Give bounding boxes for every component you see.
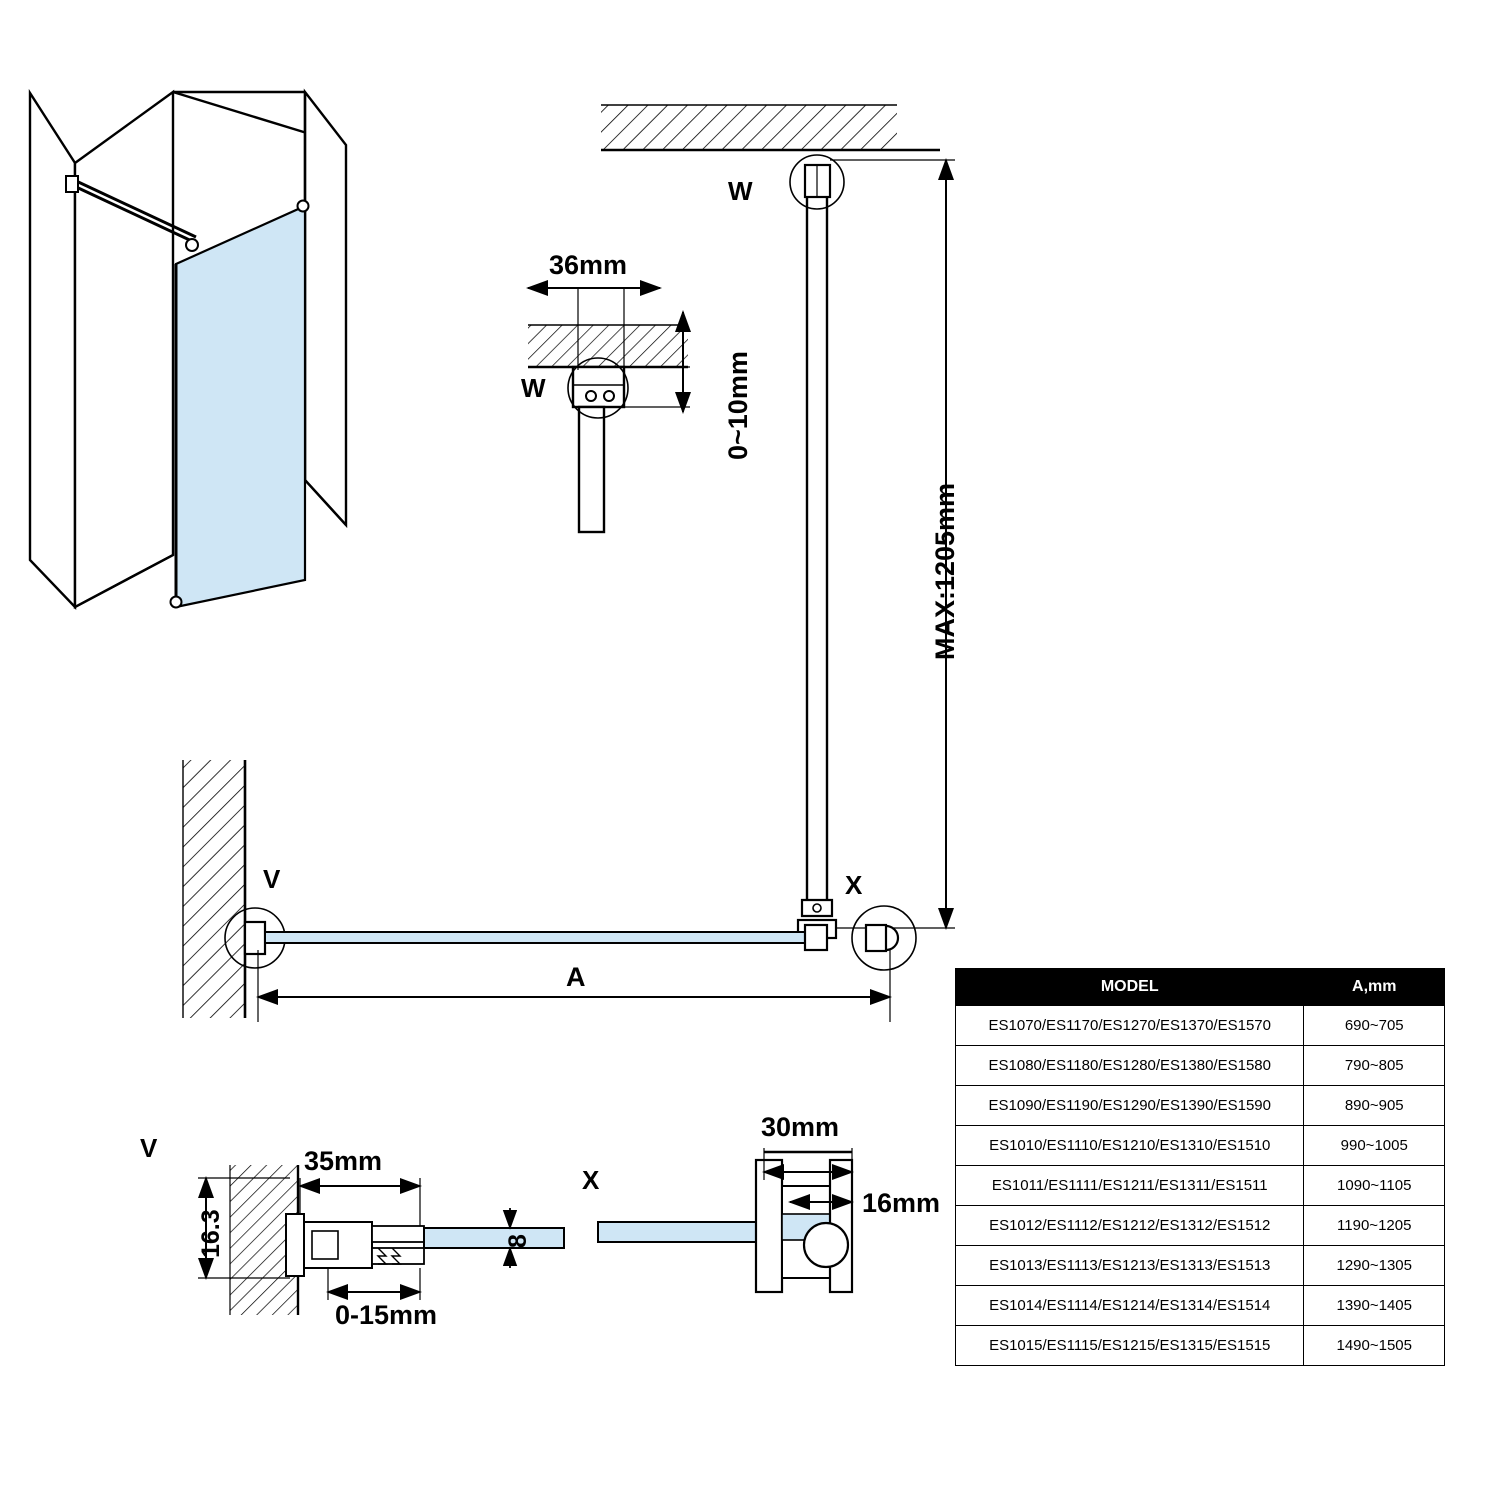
cell-a: 1490~1505 xyxy=(1304,1326,1445,1366)
table-row xyxy=(956,1206,1445,1246)
table-row xyxy=(956,1006,1445,1046)
dim-30mm: 30mm xyxy=(761,1112,840,1142)
dim-max-height: MAX:1205mm xyxy=(930,482,960,660)
cell-model: ES1014/ES1114/ES1214/ES1314/ES1514 xyxy=(956,1286,1304,1326)
label-w-top: W xyxy=(728,176,753,206)
table-row xyxy=(956,1326,1445,1366)
label-v-plan: V xyxy=(263,864,281,894)
label-w-side: W xyxy=(521,373,546,403)
isometric-shower-view xyxy=(30,92,346,608)
detail-w-bracket xyxy=(528,288,690,532)
cell-model: ES1011/ES1111/ES1211/ES1311/ES1511 xyxy=(956,1166,1304,1206)
table-row xyxy=(956,1046,1445,1086)
cell-model: ES1070/ES1170/ES1270/ES1370/ES1570 xyxy=(956,1006,1304,1046)
table-header-row xyxy=(956,969,1445,1006)
dim-0-15mm: 0-15mm xyxy=(335,1300,438,1330)
cell-model: ES1013/ES1113/ES1213/ES1313/ES1513 xyxy=(956,1246,1304,1286)
label-v-detail: V xyxy=(140,1133,158,1163)
cell-model: ES1080/ES1180/ES1280/ES1380/ES1580 xyxy=(956,1046,1304,1086)
cell-model: ES1010/ES1110/ES1210/ES1310/ES1510 xyxy=(956,1126,1304,1166)
label-x-plan: X xyxy=(845,870,863,900)
label-x-detail: X xyxy=(582,1165,600,1195)
cell-model: ES1090/ES1190/ES1290/ES1390/ES1590 xyxy=(956,1086,1304,1126)
model-spec-table xyxy=(955,968,1445,1366)
header-model: MODEL xyxy=(956,969,1304,1006)
detail-x-section xyxy=(598,1148,852,1292)
cell-a: 990~1005 xyxy=(1304,1126,1445,1166)
cell-a: 1190~1205 xyxy=(1304,1206,1445,1246)
dim-width-a: A xyxy=(566,962,586,992)
cell-a: 790~805 xyxy=(1304,1046,1445,1086)
dim-35mm: 35mm xyxy=(304,1146,383,1176)
table-row xyxy=(956,1286,1445,1326)
cell-a: 1090~1105 xyxy=(1304,1166,1445,1206)
header-a-mm: A,mm xyxy=(1304,969,1445,1006)
table-row xyxy=(956,1086,1445,1126)
cell-a: 890~905 xyxy=(1304,1086,1445,1126)
table-row xyxy=(956,1166,1445,1206)
dim-16mm: 16mm xyxy=(862,1188,941,1218)
table-row xyxy=(956,1246,1445,1286)
dim-36mm: 36mm xyxy=(549,250,628,280)
elevation-view xyxy=(601,105,955,938)
cell-a: 690~705 xyxy=(1304,1006,1445,1046)
table-row xyxy=(956,1126,1445,1166)
dim-16-3: 16.3 xyxy=(197,1209,225,1258)
dim-glass-thickness: 8 xyxy=(504,1234,532,1248)
cell-a: 1290~1305 xyxy=(1304,1246,1445,1286)
dim-0-10mm: 0~10mm xyxy=(723,351,753,460)
cell-a: 1390~1405 xyxy=(1304,1286,1445,1326)
cell-model: ES1012/ES1112/ES1212/ES1312/ES1512 xyxy=(956,1206,1304,1246)
table-body xyxy=(956,1006,1445,1366)
cell-model: ES1015/ES1115/ES1215/ES1315/ES1515 xyxy=(956,1326,1304,1366)
